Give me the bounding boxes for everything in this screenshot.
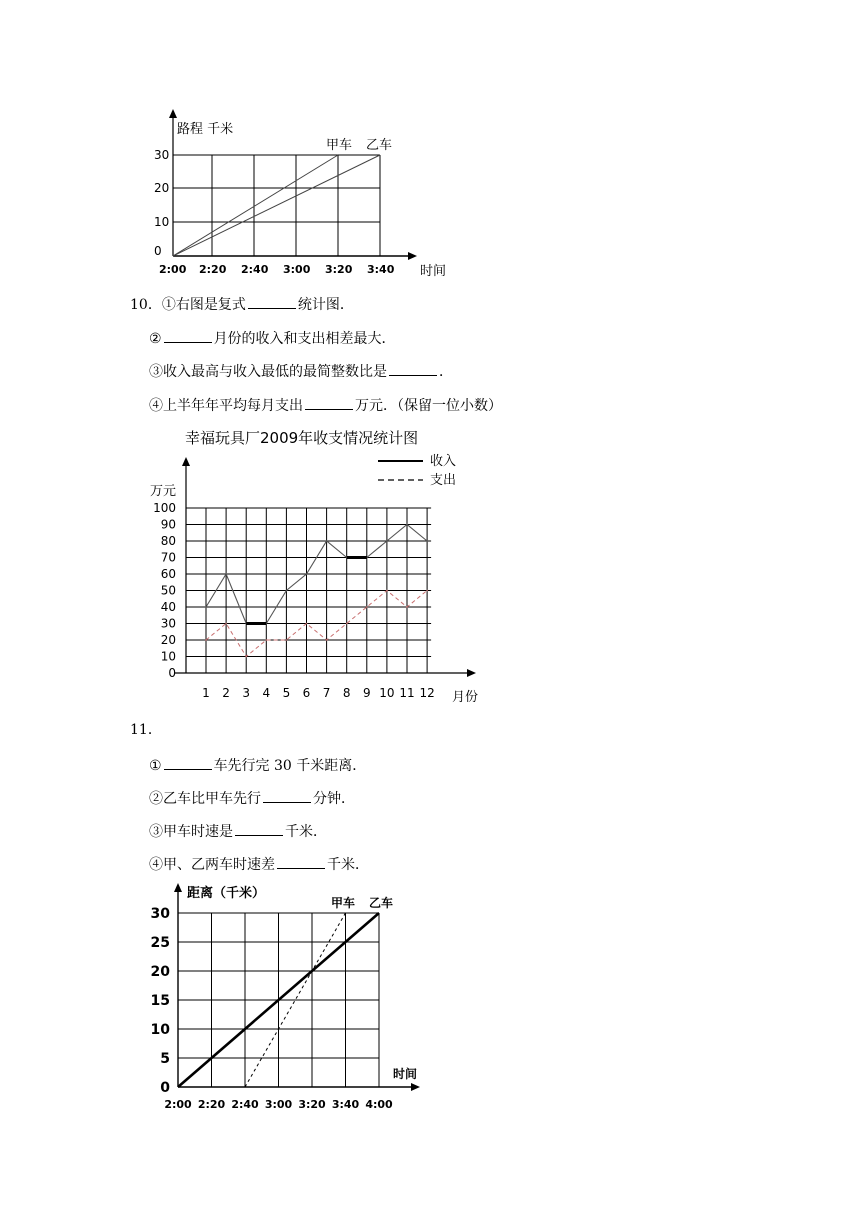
chart3-label-yi: 乙车 (369, 896, 394, 910)
chart2-ytick: 30 (160, 616, 176, 631)
chart2-xtick: 6 (302, 686, 311, 700)
q11-number: 11． (130, 722, 162, 738)
chart3-ytick: 15 (150, 993, 170, 1009)
chart1-series-yi (173, 155, 380, 256)
chart2-ytick: 50 (160, 583, 176, 598)
chart2-point-income (426, 540, 428, 542)
q10-item-1-post: 统计图． (297, 297, 354, 313)
q10-line-1 (130, 294, 354, 315)
q11-line-2 (149, 788, 355, 809)
chart1-ytick-20: 20 (154, 181, 170, 195)
q10-item-1-pre: ①右图是复式 (161, 297, 246, 313)
q10-item-2-pre: ② (149, 331, 162, 347)
chart2-point-income (225, 573, 227, 575)
chart2-xtick: 12 (419, 686, 435, 700)
chart3-xtick: 3:20 (298, 1098, 326, 1111)
chart1-xtick: 3:00 (283, 263, 311, 276)
chart-1 (140, 105, 460, 285)
answer-blank[interactable] (235, 821, 283, 836)
chart2-point-income (386, 540, 388, 542)
q11-item-1-pre: ① (149, 758, 162, 774)
chart2-xtick: 4 (262, 686, 271, 700)
chart2-legend-expense: 支出 (430, 473, 457, 488)
chart2-point-expense (286, 639, 288, 641)
q11-item-4-pre: ④甲、乙两车时速差 (149, 857, 275, 873)
q10-item-3-post: ． (439, 364, 453, 380)
answer-blank[interactable] (389, 361, 437, 376)
chart2-point-income (406, 524, 408, 526)
q10-item-3-pre: ③收入最高与收入最低的最简整数比是 (149, 364, 387, 380)
chart2-y-arrow (182, 457, 190, 466)
chart2-point-expense (386, 590, 388, 592)
chart3-ytick: 0 (160, 1080, 170, 1096)
chart3-ytick: 10 (150, 1022, 170, 1038)
answer-blank[interactable] (263, 788, 311, 803)
chart2-ytick: 90 (160, 517, 176, 532)
chart3-yticks (151, 906, 171, 1096)
chart2-point-expense (266, 639, 268, 641)
chart2-xtick: 11 (399, 686, 415, 700)
chart2-ytick: 70 (160, 550, 176, 565)
chart2-xlabel: 月份 (452, 690, 479, 705)
chart2-xtick: 3 (242, 686, 251, 700)
chart2-ytick: 40 (160, 600, 176, 614)
q11-item-2-post: 分钟． (313, 791, 355, 807)
chart2-x-arrow (467, 669, 476, 677)
chart2-xtick: 8 (342, 686, 351, 700)
chart1-ytick-10: 10 (154, 215, 170, 229)
chart3-ytick: 30 (150, 906, 170, 922)
chart2-xticks (202, 686, 435, 700)
chart2-point-expense (245, 656, 247, 658)
chart-2 (145, 425, 495, 710)
chart2-ytick: 20 (160, 633, 176, 647)
q11-line-3 (149, 821, 327, 842)
q11-item-2-pre: ②乙车比甲车先行 (149, 791, 261, 807)
chart2-point-income (306, 573, 308, 575)
chart2-ytick: 10 (160, 649, 176, 664)
chart3-xlabel: 时间 (393, 1067, 418, 1081)
chart2-ytick: 60 (160, 567, 176, 581)
chart2-legend-income: 收入 (430, 454, 457, 469)
answer-blank[interactable] (164, 328, 212, 343)
chart2-xtick: 2 (222, 686, 230, 700)
chart2-ytick: 100 (153, 501, 176, 515)
chart3-y-arrow (174, 883, 182, 892)
chart2-xtick: 7 (322, 686, 331, 700)
chart2-point-expense (306, 623, 308, 625)
chart2-point-income (205, 606, 207, 608)
q11-item-3-post: 千米． (285, 824, 327, 840)
chart2-point-income (326, 540, 328, 542)
chart2-point-expense (406, 606, 408, 608)
chart2-point-income (286, 590, 288, 592)
chart1-xtick: 2:40 (241, 263, 269, 276)
chart2-xtick: 10 (379, 686, 395, 700)
chart3-xtick: 2:20 (197, 1098, 226, 1111)
q10-number: 10． (130, 297, 162, 313)
chart1-series-jia (173, 155, 338, 256)
chart2-point-expense (346, 623, 348, 625)
chart2-ylabel: 万元 (150, 484, 177, 499)
chart3-xticks (164, 1098, 393, 1111)
chart3-ylabel: 距离（千米） (187, 886, 266, 901)
q10-line-2 (149, 328, 396, 349)
chart2-ytick: 0 (168, 666, 176, 680)
chart1-xtick: 3:40 (367, 263, 395, 276)
chart3-x-arrow (411, 1083, 420, 1091)
chart2-title: 幸福玩具厂2009年收支情况统计图 (185, 429, 419, 447)
chart1-label-jia: 甲车 (326, 138, 353, 153)
chart2-ytick: 80 (160, 534, 176, 548)
answer-blank[interactable] (277, 854, 325, 869)
chart1-xlabel: 时间 (420, 264, 447, 279)
chart1-label-yi: 乙车 (366, 138, 393, 153)
chart3-ytick: 5 (160, 1051, 170, 1067)
chart2-point-expense (426, 590, 428, 592)
chart1-xtick: 2:20 (199, 263, 227, 276)
chart1-ylabel: 路程 千米 (177, 122, 234, 137)
chart2-point-expense (205, 639, 207, 641)
chart2-xtick: 5 (282, 686, 291, 700)
chart2-xtick: 9 (362, 686, 371, 700)
chart1-y-arrow (169, 109, 177, 118)
chart3-xtick: 3:40 (331, 1098, 360, 1111)
chart-3 (145, 880, 435, 1115)
q11-line-1 (149, 755, 366, 776)
chart3-xtick: 2:00 (164, 1098, 192, 1111)
chart2-point-expense (225, 623, 227, 625)
q11-item-1-post: 车先行完 30 千米距离． (213, 758, 367, 774)
q11-item-3-pre: ③甲车时速是 (149, 824, 233, 840)
q10-item-4-post: 万元．（保留一位小数） (355, 398, 502, 414)
chart2-grid (186, 508, 431, 673)
chart2-yticks (153, 501, 176, 680)
answer-blank[interactable] (164, 755, 212, 770)
q10-line-4 (149, 395, 502, 416)
chart1-ytick-0: 0 (154, 244, 162, 258)
q10-item-4-pre: ④上半年年平均每月支出 (149, 398, 303, 414)
chart2-xtick: 1 (202, 686, 210, 700)
chart2-point-expense (326, 639, 328, 641)
chart1-xtick: 2:00 (159, 263, 187, 276)
q10-line-3 (149, 361, 453, 382)
chart3-xtick: 2:40 (231, 1098, 259, 1111)
chart1-xtick: 3:20 (325, 263, 353, 276)
chart3-xtick: 4:00 (365, 1098, 393, 1111)
answer-blank[interactable] (305, 395, 353, 410)
chart1-x-arrow (408, 252, 417, 260)
chart3-label-jia: 甲车 (331, 896, 356, 910)
answer-blank[interactable] (248, 294, 296, 309)
chart3-ytick: 25 (150, 935, 170, 951)
chart3-xtick: 3:00 (264, 1098, 293, 1111)
q10-item-2-post: 月份的收入和支出相差最大． (213, 331, 396, 347)
chart3-ytick: 20 (150, 964, 170, 980)
q11-item-4-post: 千米． (327, 857, 369, 873)
q11-line-4 (149, 854, 369, 875)
chart2-point-expense (366, 606, 368, 608)
chart1-ytick-30: 30 (154, 148, 170, 162)
